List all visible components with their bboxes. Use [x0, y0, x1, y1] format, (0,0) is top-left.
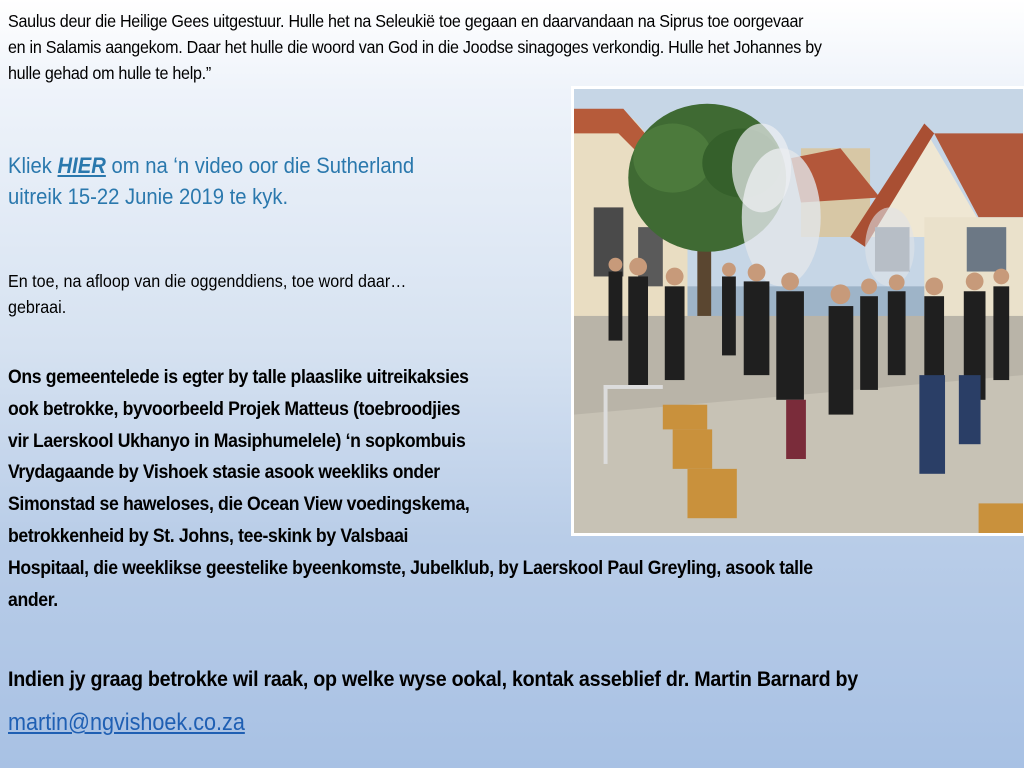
outreach-line-5: Simonstad se haweloses, die Ocean View voedingskema,	[8, 493, 470, 516]
braai-paragraph	[8, 268, 523, 320]
intro-paragraph	[8, 8, 937, 86]
contact-text: Indien jy graag betrokke wil raak, op welke wyse ookal, kontak asseblief dr. Martin Barnard by	[8, 667, 858, 691]
braai-line-1: En toe, na afloop van die oggenddiens, toe word daar…	[8, 271, 407, 291]
outreach-line-4: Vrydagaande by Vishoek stasie asook weekliks onder	[8, 461, 440, 484]
intro-line-3: hulle gehad om hulle te help.”	[8, 63, 211, 83]
video-link-paragraph	[8, 150, 523, 212]
outreach-line-2: ook betrokke, byvoorbeeld Projek Matteus (toebroodjies	[8, 397, 461, 420]
outreach-line-6: betrokkenheid by St. Johns, tee-skink by Valsbaai	[8, 524, 409, 547]
intro-line-2: en in Salamis aangekom. Daar het hulle die woord van God in die Joodse sinagoges verkondig. Hulle het Johannes by	[8, 37, 822, 57]
outreach-line-7: Hospitaal, die weeklikse geestelike byeenkomste, Jubelklub, by Laerskool Paul Greyling, asook talle	[8, 556, 813, 579]
video-link-prefix: Kliek	[8, 153, 58, 178]
video-link-line-1	[8, 150, 523, 181]
email-link[interactable]: martin@ngvishoek.co.za	[8, 709, 245, 736]
video-link-rest: om na ‘n video oor die Sutherland	[105, 153, 415, 178]
hier-link[interactable]: HIER	[57, 153, 106, 178]
outreach-paragraph	[8, 362, 999, 616]
intro-line-1: Saulus deur die Heilige Gees uitgestuur. Hulle het na Seleukië toe gegaan en daarvandaan na Siprus toe oorgevaar	[8, 11, 804, 31]
video-link-line-2: uitreik 15-22 Junie 2019 te kyk.	[8, 184, 289, 209]
outreach-line-8: ander.	[8, 588, 58, 611]
outreach-line-3: vir Laerskool Ukhanyo in Masiphumelele) ‘n sopkombuis	[8, 429, 466, 452]
braai-line-2: gebraai.	[8, 297, 67, 317]
outreach-line-1: Ons gemeentelede is egter by talle plaaslike uitreikaksies	[8, 366, 469, 388]
